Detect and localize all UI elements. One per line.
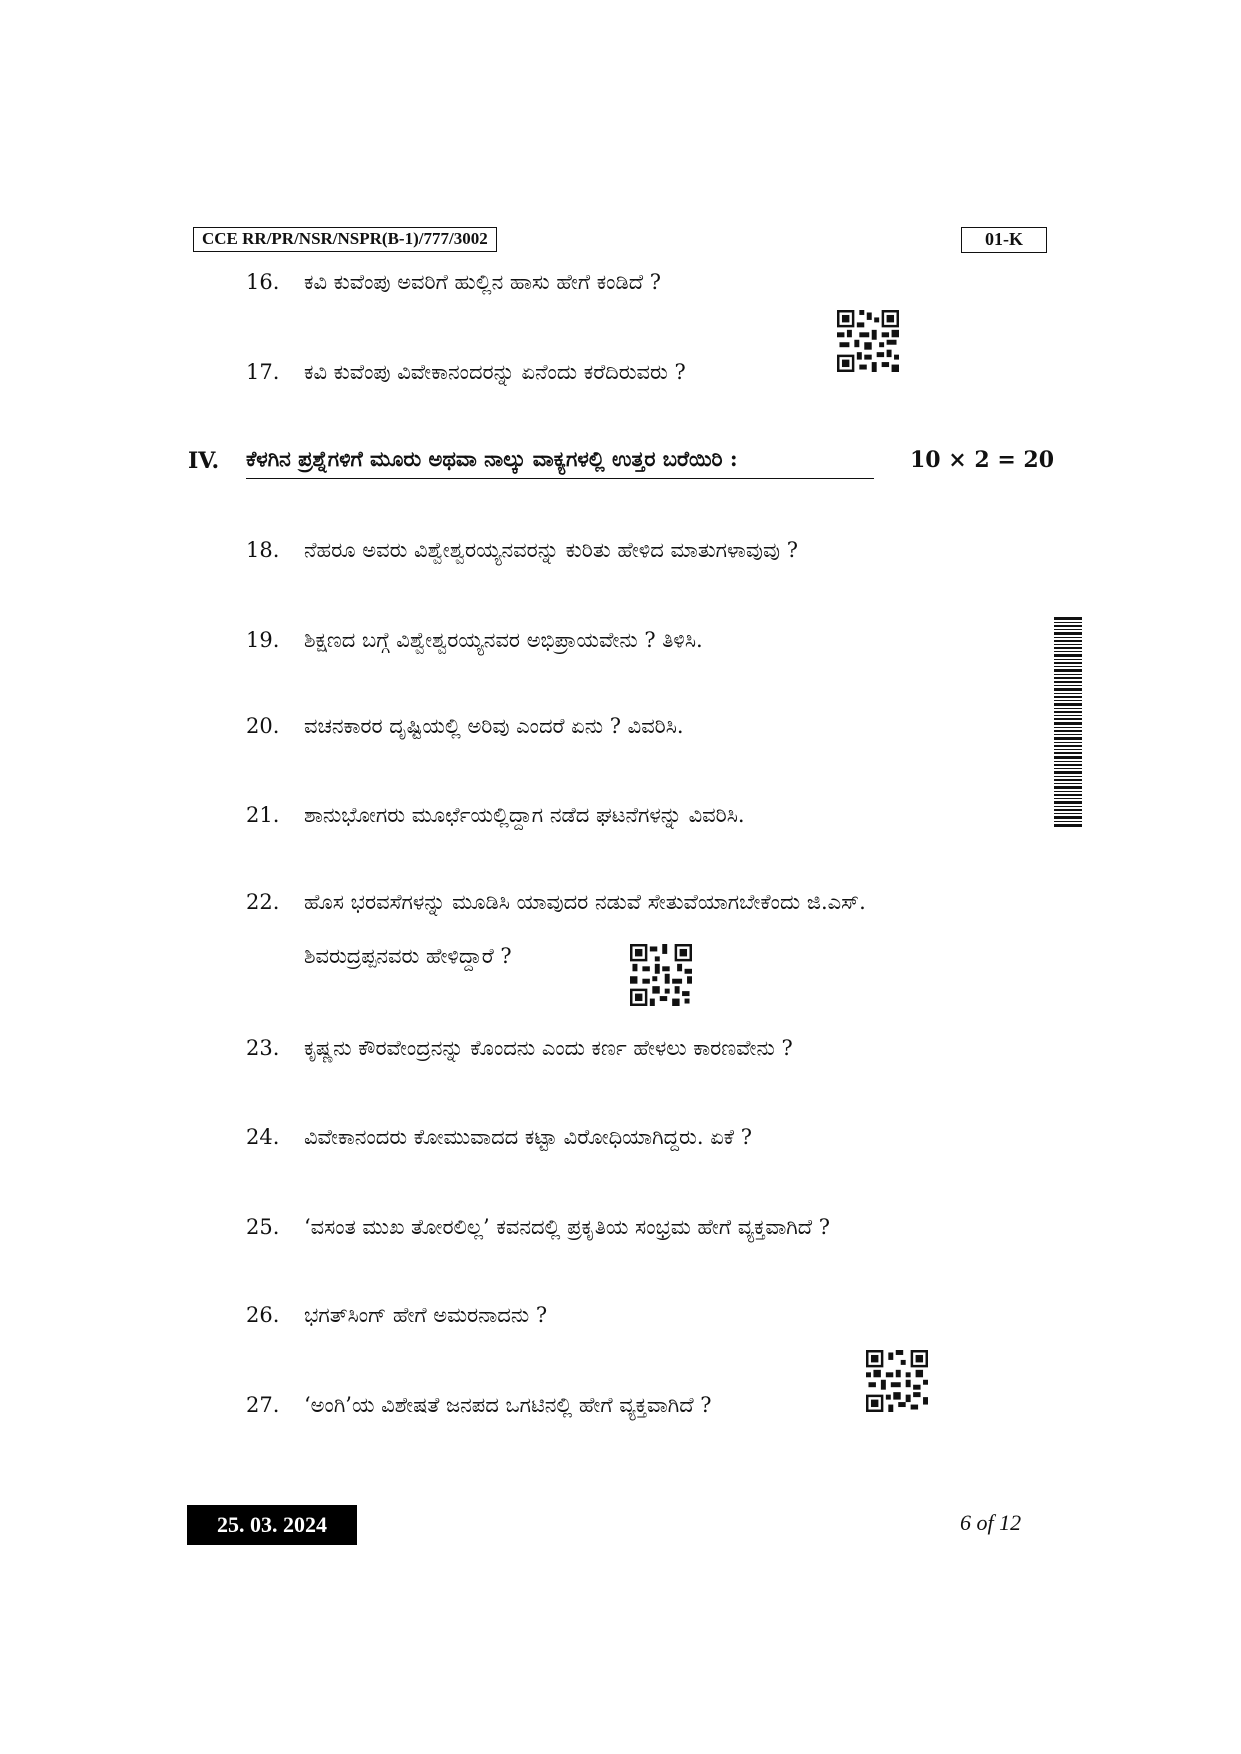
question-text: ಕೃಷ್ಣನು ಕೌರವೇಂದ್ರನನ್ನು ಕೊಂದನು ಎಂದು ಕರ್ಣ ಹೇಳಲು ಕಾರಣವೇನು ? — [304, 1036, 793, 1060]
question-number: 19. — [246, 628, 280, 652]
question-text: ಶಿಕ್ಷಣದ ಬಗ್ಗೆ ವಿಶ್ವೇಶ್ವರಯ್ಯನವರ ಅಭಿಪ್ರಾಯವೇನು ? ತಿಳಿಸಿ. — [304, 628, 703, 652]
question-26 — [246, 1303, 547, 1328]
qr-code-icon — [866, 1350, 928, 1412]
question-text: ಹೊಸ ಭರವಸೆಗಳನ್ನು ಮೂಡಿಸಿ ಯಾವುದರ ನಡುವೆ ಸೇತುವೆಯಾಗಬೇಕೆಂದು ಜಿ.ಎಸ್. — [304, 890, 866, 914]
qr-code-icon — [630, 944, 692, 1006]
question-number: 27. — [246, 1393, 280, 1417]
question-text: ವಿವೇಕಾನಂದರು ಕೋಮುವಾದದ ಕಟ್ಟಾ ವಿರೋಧಿಯಾಗಿದ್ದರು. ಏಕೆ ? — [304, 1125, 752, 1149]
question-number: 23. — [246, 1036, 280, 1060]
question-number: 18. — [246, 538, 280, 562]
exam-date: 25. 03. 2024 — [187, 1505, 357, 1545]
paper-code: 01-K — [961, 227, 1047, 253]
question-text: ‘ಅಂಗಿ’ಯ ವಿಶೇಷತೆ ಜನಪದ ಒಗಟಿನಲ್ಲಿ ಹೇಗೆ ವ್ಯಕ್ತವಾಗಿದೆ ? — [304, 1393, 712, 1417]
question-number: 24. — [246, 1125, 280, 1149]
exam-code: CCE RR/PR/NSR/NSPR(B-1)/777/3002 — [193, 227, 497, 252]
section-number: IV. — [188, 448, 220, 474]
section-title: ಕೆಳಗಿನ ಪ್ರಶ್ನೆಗಳಿಗೆ ಮೂರು ಅಥವಾ ನಾಲ್ಕು ವಾಕ್ಯಗಳಲ್ಲಿ ಉತ್ತರ ಬರೆಯಿರಿ : — [246, 446, 874, 479]
question-text: ಕವಿ ಕುವೆಂಪು ವಿವೇಕಾನಂದರನ್ನು ಏನೆಂದು ಕರೆದಿರುವರು ? — [304, 360, 686, 384]
question-20 — [246, 714, 684, 739]
section-marks: 10 × 2 = 20 — [910, 447, 1055, 473]
question-number: 22. — [246, 890, 280, 914]
question-number: 26. — [246, 1303, 280, 1327]
question-number: 21. — [246, 803, 280, 827]
question-text: ನೆಹರೂ ಅವರು ವಿಶ್ವೇಶ್ವರಯ್ಯನವರನ್ನು ಕುರಿತು ಹೇಳಿದ ಮಾತುಗಳಾವುವು ? — [304, 538, 798, 562]
question-17 — [246, 360, 686, 385]
question-text: ಶಾನುಭೋಗರು ಮೂರ್ಛೆಯಲ್ಲಿದ್ದಾಗ ನಡೆದ ಘಟನೆಗಳನ್ನು ವಿವರಿಸಿ. — [304, 803, 745, 827]
qr-code-icon — [837, 310, 899, 372]
question-22 — [246, 890, 866, 915]
question-number: 20. — [246, 714, 280, 738]
question-16 — [246, 270, 661, 295]
question-25 — [246, 1215, 830, 1240]
question-number: 25. — [246, 1215, 280, 1239]
question-27 — [246, 1393, 712, 1418]
question-22-continuation: ಶಿವರುದ್ರಪ್ಪನವರು ಹೇಳಿದ್ದಾರೆ ? — [304, 944, 512, 968]
question-21 — [246, 803, 745, 828]
question-number: 17. — [246, 360, 280, 384]
question-18 — [246, 538, 798, 563]
question-19 — [246, 628, 703, 653]
question-number: 16. — [246, 270, 280, 294]
question-24 — [246, 1125, 752, 1150]
question-text: ಕವಿ ಕುವೆಂಪು ಅವರಿಗೆ ಹುಲ್ಲಿನ ಹಾಸು ಹೇಗೆ ಕಂಡಿದೆ ? — [304, 270, 662, 294]
question-23 — [246, 1036, 793, 1061]
question-text: ವಚನಕಾರರ ದೃಷ್ಟಿಯಲ್ಲಿ ಅರಿವು ಎಂದರೆ ಏನು ? ವಿವರಿಸಿ. — [304, 714, 684, 738]
barcode-icon — [1054, 617, 1082, 827]
question-text: ಭಗತ್‌ಸಿಂಗ್ ಹೇಗೆ ಅಮರನಾದನು ? — [304, 1303, 548, 1327]
question-text: ‘ವಸಂತ ಮುಖ ತೋರಲಿಲ್ಲ’ ಕವನದಲ್ಲಿ ಪ್ರಕೃತಿಯ ಸಂಭ್ರಮ ಹೇಗೆ ವ್ಯಕ್ತವಾಗಿದೆ ? — [304, 1215, 831, 1239]
page-number: 6 of 12 — [960, 1510, 1022, 1535]
